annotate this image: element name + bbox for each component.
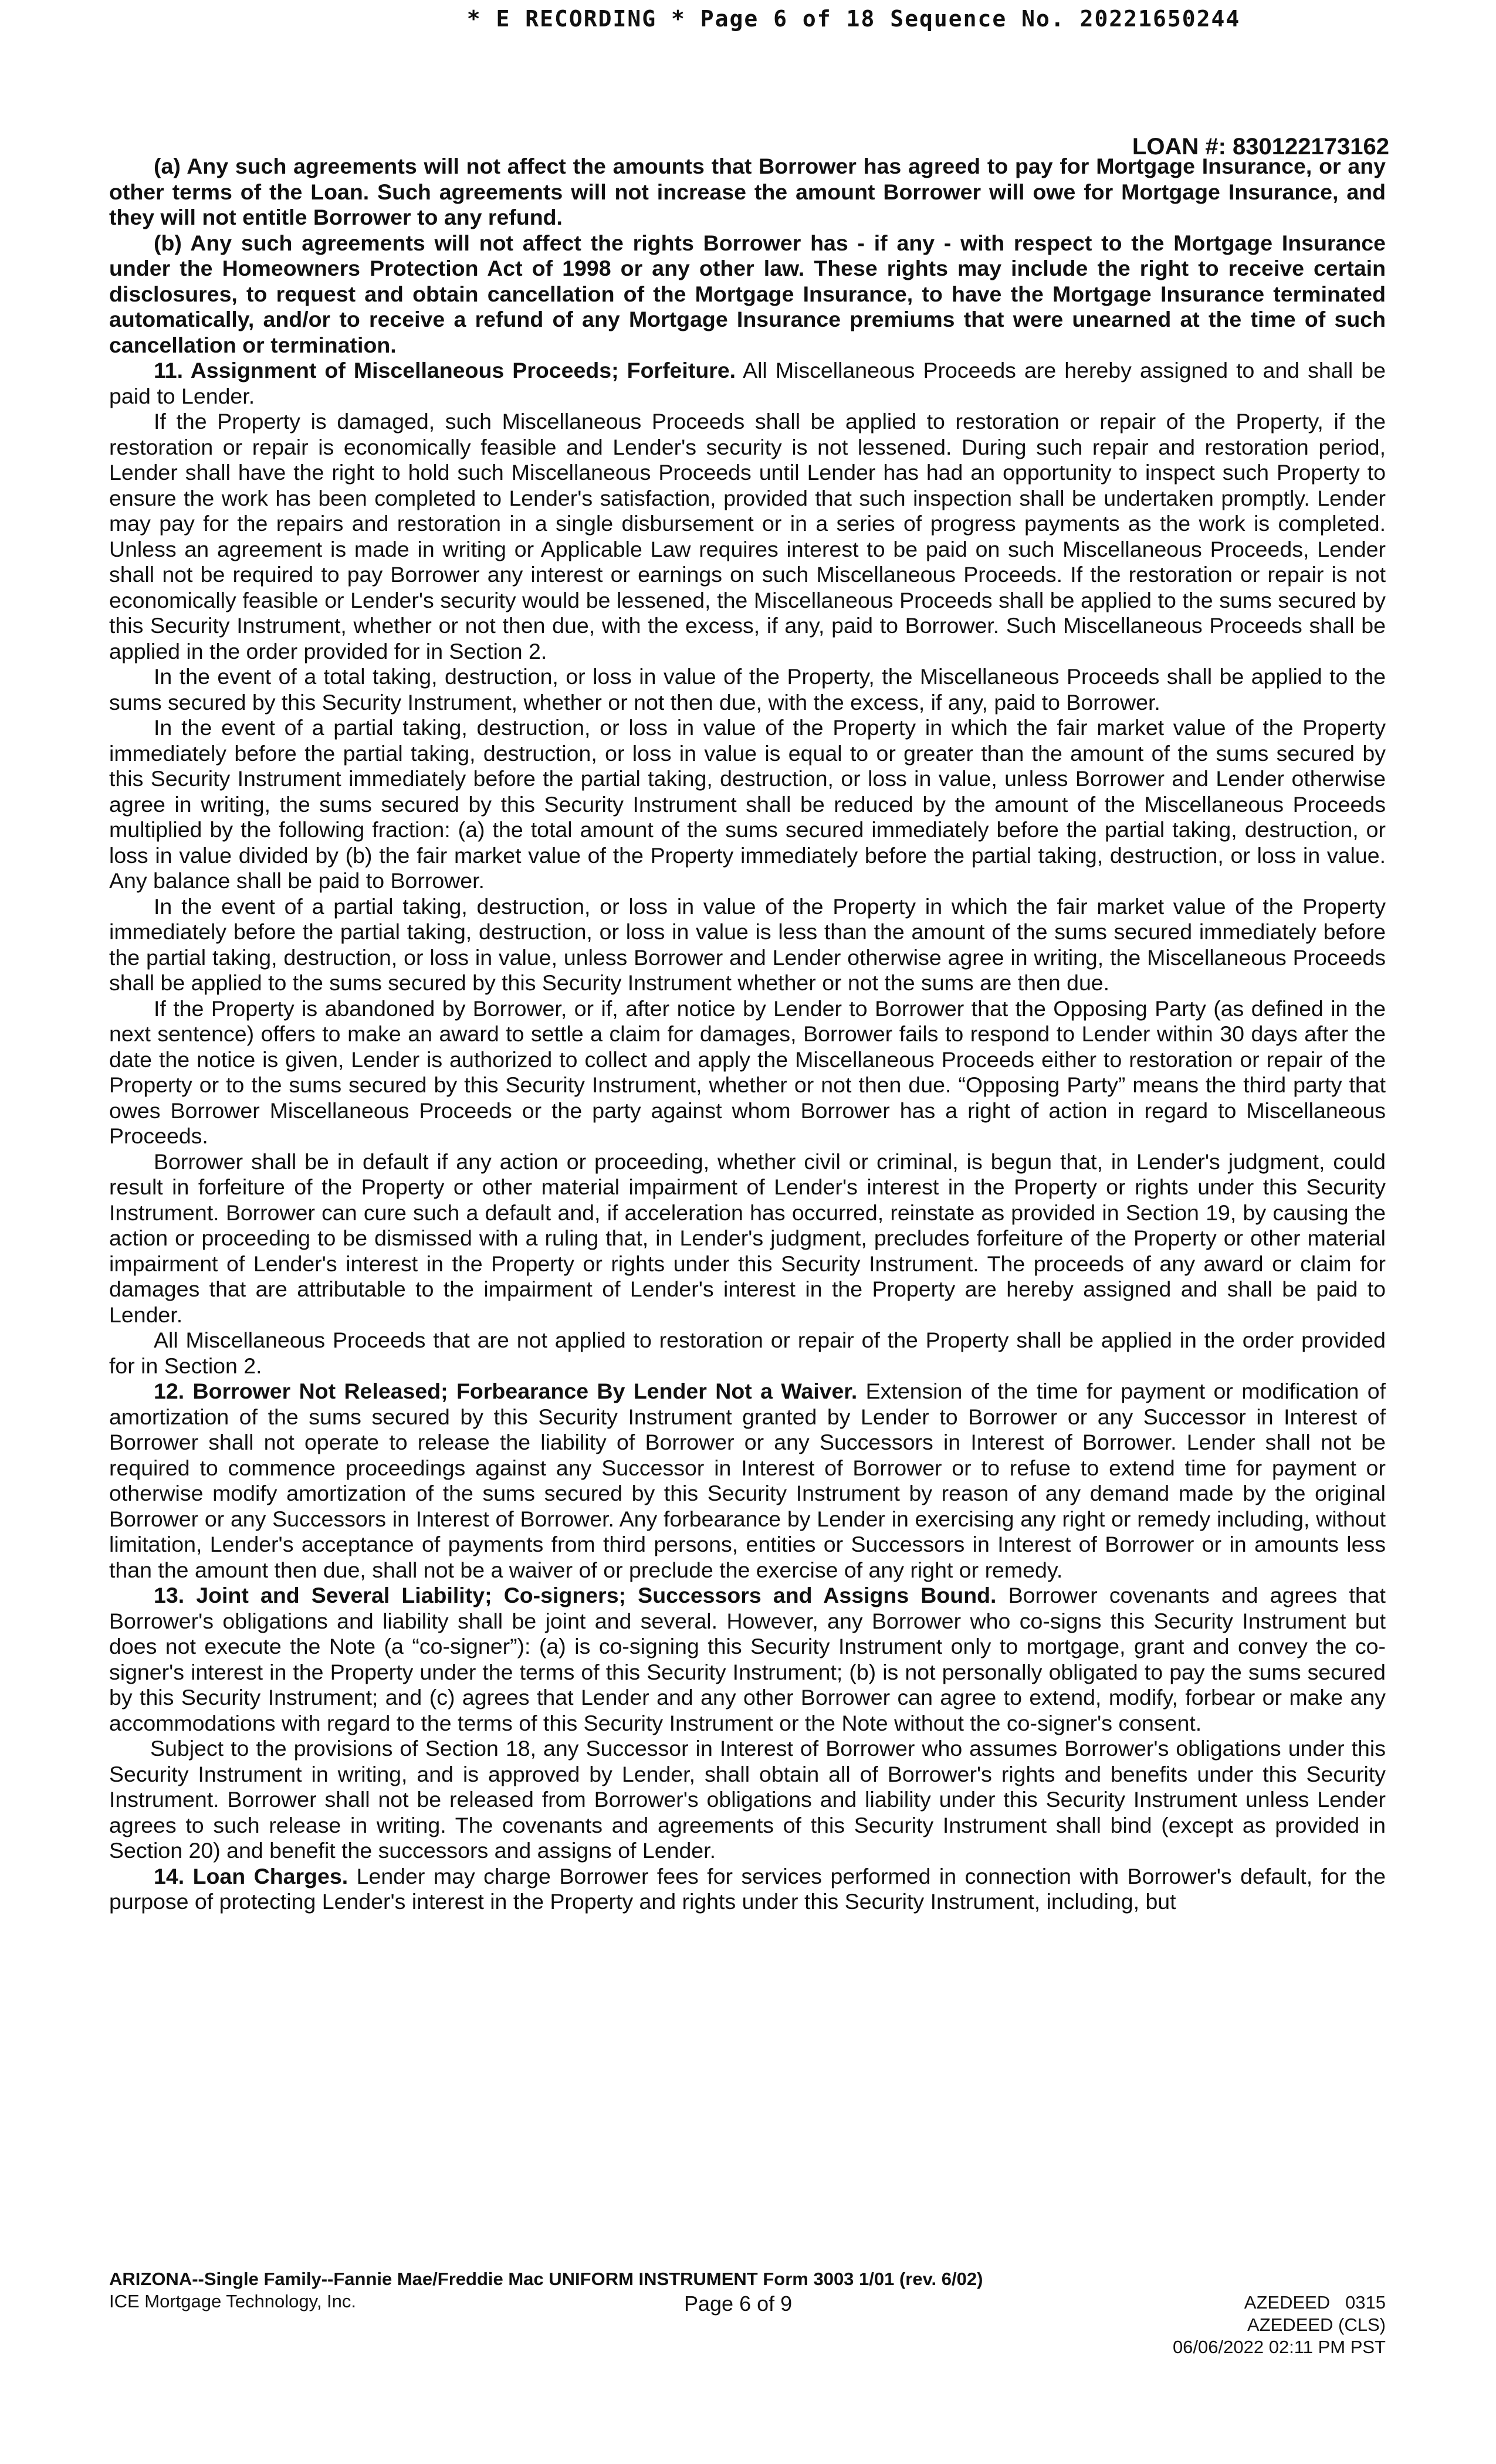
section-11-paragraph-1: If the Property is damaged, such Miscellaneous Proceeds shall be applied to restoration or repair of the Property, if the restoration or repair is economically feasible and Lender's security is not lessened. During such repair and restoration period, Lender shall have the right to hold such Miscellaneous Proceeds until Lender has had an opportunity to inspect such Property to ensure the work has been completed to Lender's satisfaction, provided that such inspection shall be undertaken promptly. Lender may pay for the repairs and restoration in a single disbursement or in a series of progress payments as the work is completed. Unless an agreement is made in writing or Applicable Law requires interest to be paid on such Miscellaneous Proceeds, Lender shall not be required to pay Borrower any interest or earnings on such Miscellaneous Proceeds. If the restoration or repair is not economically feasible or Lender's security would be lessened, the Miscellaneous Proceeds shall be applied to the sums secured by this Security Instrument, whether or not then due, with the excess, if any, paid to Borrower. Such Miscellaneous Proceeds shall be applied in the order provided for in Section 2.: [109, 409, 1386, 664]
paragraph-b-text: (b) Any such agreements will not affect the rights Borrower has - if any - with respect to the Mortgage Insurance under the Homeowners Protection Act of 1998 or any other law. These rights may include the right to receive certain disclosures, to request and obtain cancellation of the Mortgage Insurance, to have the Mortgage Insurance terminated automatically, and/or to receive a refund of any Mortgage Insurance premiums that were unearned at the time of such cancellation or termination.: [109, 230, 1386, 357]
footer-datetime: 06/06/2022 02:11 PM PST: [1172, 2337, 1386, 2357]
footer-vendor: ICE Mortgage Technology, Inc.: [109, 2291, 357, 2311]
document-body: [109, 154, 1386, 1915]
footer-codes: [1173, 2292, 1386, 2358]
section-13: [109, 1583, 1386, 1736]
footer-code-1: AZEDEED 0315: [1244, 2292, 1386, 2313]
footer-page-number: Page 6 of 9: [684, 2292, 793, 2316]
paragraph-b: [109, 231, 1386, 358]
paragraph-a: [109, 154, 1386, 231]
section-12-body: Extension of the time for payment or modification of amortization of the sums secured by this Security Instrument granted by Lender to Borrower or any Successor in Interest of Borrower shall not operate to release the liability of Borrower or any Successors in Interest of Borrower. Lender shall not be required to commence proceedings against any Successor in Interest of Borrower or to refuse to extend time for payment or otherwise modify amortization of the sums secured by this Security Instrument by reason of any demand made by the original Borrower or any Successors in Interest of Borrower. Any forbearance by Lender in exercising any right or remedy including, without limitation, Lender's acceptance of payments from third persons, entities or Successors in Interest of Borrower or in amounts less than the amount then due, shall not be a waiver of or preclude the exercise of any right or remedy.: [109, 1379, 1386, 1582]
footer-code-2: AZEDEED (CLS): [1247, 2314, 1386, 2335]
section-12-heading: 12. Borrower Not Released; Forbearance By Lender Not a Waiver.: [154, 1379, 858, 1403]
section-14-body: Lender may charge Borrower fees for services performed in connection with Borrower's default, for the purpose of protecting Lender's interest in the Property and rights under this Security Instrument, including, but: [109, 1863, 1386, 1914]
page-footer: [109, 2268, 1386, 2357]
section-13-paragraph-2: Subject to the provisions of Section 18, any Successor in Interest of Borrower who assumes Borrower's obligations under this Security Instrument in writing, and is approved by Lender, shall obtain all of Borrower's rights and benefits under this Security Instrument. Borrower shall not be released from Borrower's obligations and liability under this Security Instrument unless Lender agrees to such release in writing. The covenants and agreements of this Security Instrument shall bind (except as provided in Section 20) and benefit the successors and assigns of Lender.: [109, 1736, 1386, 1863]
section-11-paragraph-7: All Miscellaneous Proceeds that are not applied to restoration or repair of the Property shall be applied in the order provided for in Section 2.: [109, 1328, 1386, 1378]
section-13-body: Borrower covenants and agrees that Borrower's obligations and liability shall be joint and several. However, any Borrower who co-signs this Security Instrument but does not execute the Note (a “co-signer”): (a) is co-signing this Security Instrument only to mortgage, grant and convey the co-signer's interest in the Property under the terms of this Security Instrument; (b) is not personally obligated to pay the sums secured by this Security Instrument; and (c) agrees that Lender and any other Borrower can agree to extend, modify, forbear or make any accommodations with regard to the terms of this Security Instrument or the Note without the co-signer's consent.: [109, 1583, 1386, 1735]
section-11-paragraph-2: In the event of a total taking, destruction, or loss in value of the Property, the Miscellaneous Proceeds shall be applied to the sums secured by this Security Instrument, whether or not then due, with the excess, if any, paid to Borrower.: [109, 664, 1386, 715]
section-11-paragraph-3: In the event of a partial taking, destruction, or loss in value of the Property in which the fair market value of the Property immediately before the partial taking, destruction, or loss in value is equal to or greater than the amount of the sums secured by this Security Instrument immediately before the partial taking, destruction, or loss in value, unless Borrower and Lender otherwise agree in writing, the sums secured by this Security Instrument shall be reduced by the amount of the Miscellaneous Proceeds multiplied by the following fraction: (a) the total amount of the sums secured immediately before the partial taking, destruction, or loss in value divided by (b) the fair market value of the Property immediately before the partial taking, destruction, or loss in value. Any balance shall be paid to Borrower.: [109, 715, 1386, 893]
loan-number: LOAN #: 830122173162: [1132, 134, 1389, 160]
section-11-intro: [109, 358, 1386, 409]
paragraph-a-text: (a) Any such agreements will not affect the amounts that Borrower has agreed to pay for Mortgage Insurance, or any other terms of the Loan. Such agreements will not increase the amount Borrower will owe for Mortgage Insurance, and they will not entitle Borrower to any refund.: [109, 154, 1386, 229]
section-14-heading: 14. Loan Charges.: [154, 1863, 348, 1888]
section-13-heading: 13. Joint and Several Liability; Co-signers; Successors and Assigns Bound.: [154, 1583, 997, 1607]
section-14: [109, 1864, 1386, 1915]
section-11-heading: 11. Assignment of Miscellaneous Proceeds; Forfeiture.: [154, 358, 736, 383]
recording-header: * E RECORDING * Page 6 of 18 Sequence No. 20221650244: [466, 6, 1241, 32]
section-11-paragraph-5: If the Property is abandoned by Borrower, or if, after notice by Lender to Borrower that the Opposing Party (as defined in the next sentence) offers to make an award to settle a claim for damages, Borrower fails to respond to Lender within 30 days after the date the notice is given, Lender is authorized to collect and apply the Miscellaneous Proceeds either to restoration or repair of the Property or to the sums secured by this Security Instrument, whether or not then due. “Opposing Party” means the third party that owes Borrower Miscellaneous Proceeds or the party against whom Borrower has a right of action in regard to Miscellaneous Proceeds.: [109, 996, 1386, 1148]
section-12: [109, 1379, 1386, 1583]
section-11-lead: All Miscellaneous Proceeds are hereby assigned to and shall be paid to Lender.: [109, 358, 1386, 408]
section-11-paragraph-4: In the event of a partial taking, destruction, or loss in value of the Property in which the fair market value of the Property immediately before the partial taking, destruction, or loss in value is less than the amount of the sums secured immediately before the partial taking, destruction, or loss in value, unless Borrower and Lender otherwise agree in writing, the Miscellaneous Proceeds shall be applied to the sums secured by this Security Instrument whether or not the sums are then due.: [109, 893, 1386, 995]
footer-form-line: ARIZONA--Single Family--Fannie Mae/Freddie Mac UNIFORM INSTRUMENT Form 3003 1/01 (rev. 6/02): [109, 2269, 983, 2289]
section-11-paragraph-6: Borrower shall be in default if any action or proceeding, whether civil or criminal, is begun that, in Lender's judgment, could result in forfeiture of the Property or other material impairment of Lender's interest in the Property or rights under this Security Instrument. Borrower can cure such a default and, if acceleration has occurred, reinstate as provided in Section 19, by causing the action or proceeding to be dismissed with a ruling that, in Lender's judgment, precludes forfeiture of the Property or other material impairment of Lender's interest in the Property or rights under this Security Instrument. The proceeds of any award or claim for damages that are attributable to the impairment of Lender's interest in the Property are hereby assigned and shall be paid to Lender.: [109, 1149, 1386, 1327]
